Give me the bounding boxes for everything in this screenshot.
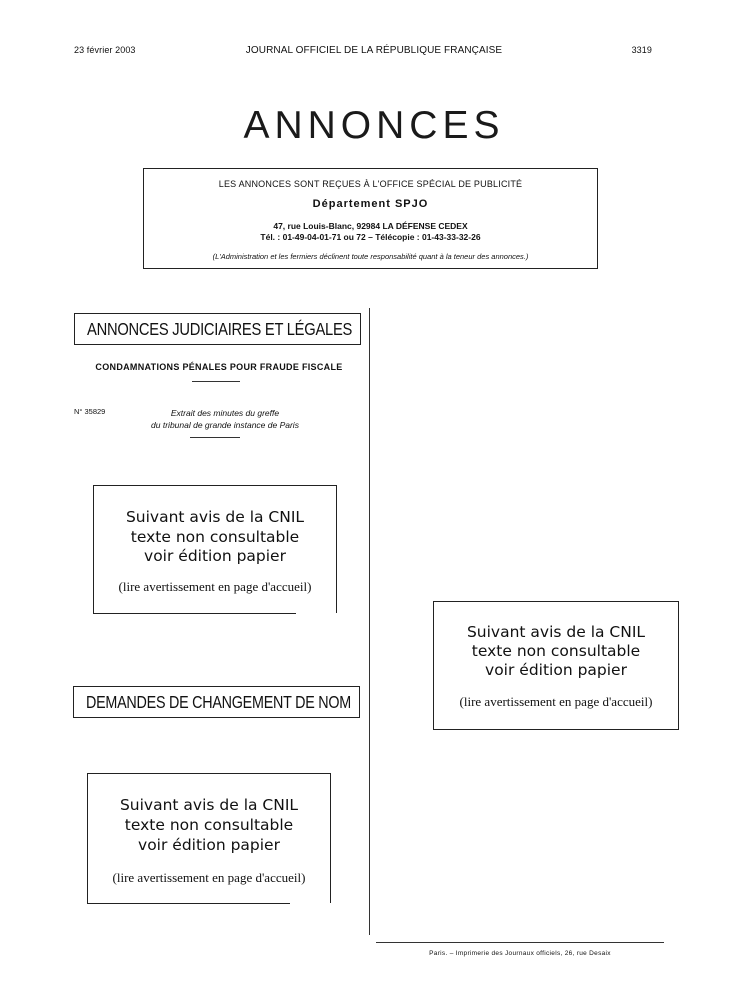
cnil-line-1: Suivant avis de la CNIL bbox=[119, 796, 299, 814]
cnil-notice-box bbox=[93, 485, 337, 613]
extrait-line-1: Extrait des minutes du greffe bbox=[170, 408, 280, 418]
info-line-disclaimer: (L'Administration et les fermiers déclinent toute responsabilité quant à la teneur des annonces.) bbox=[212, 252, 529, 261]
cnil-notice-box bbox=[87, 773, 331, 903]
info-line-phone: Tél. : 01-49-04-01-71 ou 72 – Télécopie : 01-43-33-32-26 bbox=[260, 232, 481, 242]
cnil-notice-box bbox=[433, 601, 679, 729]
page-title: ANNONCES bbox=[243, 104, 505, 147]
cnil-box-bottom-rule bbox=[433, 729, 679, 730]
cnil-box-bottom-rule bbox=[93, 613, 296, 614]
section-heading-judiciaires-label: ANNONCES JUDICIAIRES ET LÉGALES bbox=[87, 319, 353, 339]
subheading-rule bbox=[192, 381, 240, 382]
cnil-line-2: texte non consultable bbox=[471, 642, 641, 660]
cnil-line-2: texte non consultable bbox=[124, 816, 294, 834]
section-heading-changement-nom bbox=[73, 686, 360, 718]
cnil-line-2: texte non consultable bbox=[130, 528, 300, 546]
info-line-department: Département SPJO bbox=[312, 198, 429, 210]
cnil-box-bottom-rule bbox=[87, 903, 290, 904]
info-box bbox=[143, 168, 598, 269]
section-heading-changement-nom-label: DEMANDES DE CHANGEMENT DE NOM bbox=[86, 692, 351, 712]
footer-printer: Paris. – Imprimerie des Journaux officiels, 26, rue Desaix bbox=[429, 950, 611, 957]
notice-number: N° 35829 bbox=[74, 407, 106, 416]
info-line-address: 47, rue Louis-Blanc, 92984 LA DÉFENSE CEDEX bbox=[273, 221, 468, 231]
header-page-number: 3319 bbox=[631, 45, 652, 55]
footer-rule bbox=[376, 942, 664, 943]
header-date: 23 février 2003 bbox=[74, 45, 136, 55]
subheading-condamnations: CONDAMNATIONS PÉNALES POUR FRAUDE FISCALE bbox=[95, 362, 343, 372]
section-heading-judiciaires bbox=[74, 313, 361, 345]
cnil-line-1: Suivant avis de la CNIL bbox=[466, 623, 646, 641]
cnil-note: (lire avertissement en page d'accueil) bbox=[118, 579, 312, 594]
info-line-office: LES ANNONCES SONT REÇUES À L'OFFICE SPÉCIAL DE PUBLICITÉ bbox=[218, 179, 523, 189]
extrait-rule bbox=[190, 437, 240, 438]
cnil-line-3: voir édition papier bbox=[144, 547, 286, 565]
cnil-line-3: voir édition papier bbox=[138, 836, 280, 854]
column-divider bbox=[369, 308, 370, 935]
notice-extrait bbox=[120, 407, 330, 431]
header-journal-title: JOURNAL OFFICIEL DE LA RÉPUBLIQUE FRANÇAISE bbox=[245, 45, 503, 56]
cnil-line-1: Suivant avis de la CNIL bbox=[125, 508, 305, 526]
extrait-line-2: du tribunal de grande instance de Paris bbox=[151, 420, 299, 430]
cnil-note: (lire avertissement en page d'accueil) bbox=[112, 870, 306, 885]
cnil-line-3: voir édition papier bbox=[485, 661, 627, 679]
cnil-note: (lire avertissement en page d'accueil) bbox=[459, 694, 653, 709]
